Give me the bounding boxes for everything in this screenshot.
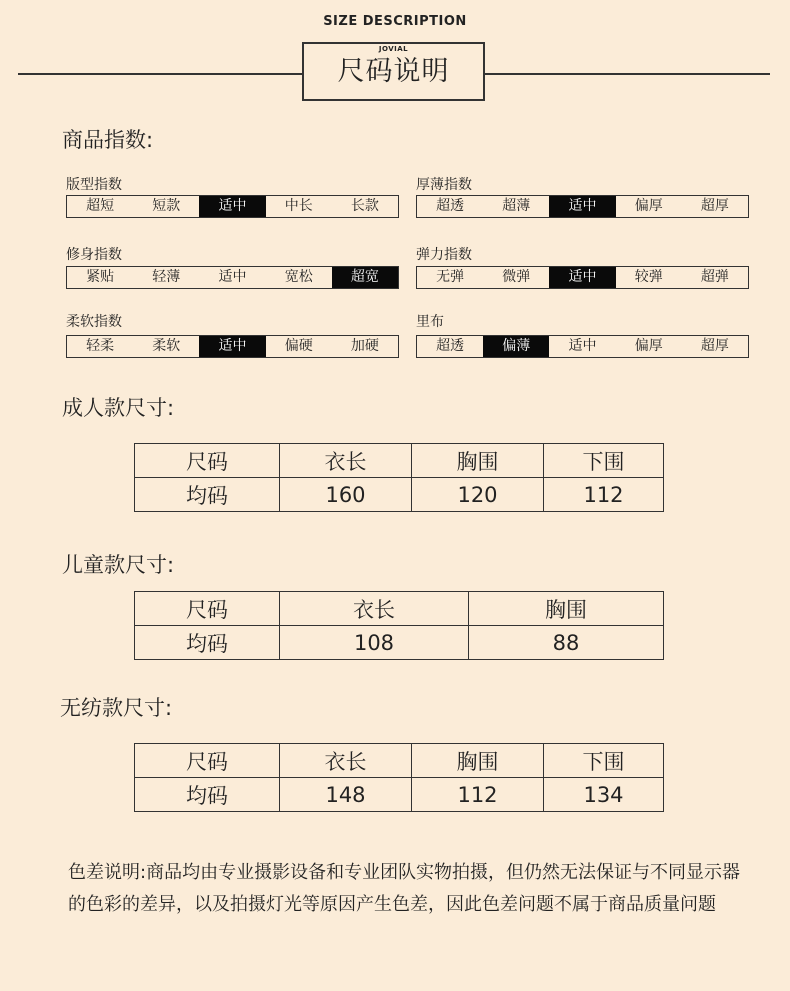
indicator-label: 修身指数 (66, 247, 122, 263)
header-rule-left (18, 73, 303, 75)
table-cell: 88 (469, 626, 664, 660)
product-index-title: 商品指数: (62, 128, 154, 152)
indicator-option: 适中 (568, 338, 597, 354)
indicator-option: 偏硬 (284, 338, 313, 354)
table-header-row (135, 744, 664, 778)
indicator-option: 偏厚 (634, 338, 663, 354)
indicator-option: 超透 (436, 198, 465, 214)
table-header-cell: 胸围 (469, 592, 664, 626)
indicator-option: 宽松 (284, 269, 313, 285)
indicator-option: 偏厚 (634, 198, 663, 214)
table-header-cell: 胸围 (412, 444, 544, 478)
table-cell: 112 (412, 778, 544, 812)
adult-size-title: 成人款尺寸: (62, 396, 175, 420)
indicator-option: 超厚 (700, 338, 729, 354)
header-title-en: SIZE DESCRIPTION (323, 14, 467, 29)
child-size-title: 儿童款尺寸: (62, 553, 175, 577)
indicator-option: 超薄 (502, 198, 531, 214)
indicator-label: 柔软指数 (66, 314, 122, 330)
indicator-option: 微弹 (502, 269, 531, 285)
table-cell: 均码 (135, 478, 280, 512)
table-row (135, 778, 664, 812)
indicator-option: 超弹 (700, 269, 729, 285)
table-cell: 均码 (135, 626, 280, 660)
indicator-option-selected: 偏薄 (483, 336, 549, 357)
table-cell: 148 (280, 778, 412, 812)
table-cell: 120 (412, 478, 544, 512)
table-cell: 160 (280, 478, 412, 512)
indicator-option: 超短 (86, 198, 115, 214)
header-rule-right (485, 73, 770, 75)
indicator-option-selected: 适中 (549, 196, 615, 217)
indicator-scale (416, 335, 749, 358)
nonwoven-size-title: 无纺款尺寸: (60, 696, 173, 720)
indicator-scale (66, 266, 399, 289)
indicator-scale (416, 195, 749, 218)
table-header-cell: 下围 (544, 744, 664, 778)
indicator-option: 柔软 (152, 338, 181, 354)
header-brand: JOVIAL (378, 45, 409, 53)
table-header-cell: 尺码 (135, 592, 280, 626)
indicator-option: 轻薄 (152, 269, 181, 285)
indicator-option-selected: 适中 (199, 196, 265, 217)
indicator-option-selected: 适中 (549, 267, 615, 288)
table-cell: 134 (544, 778, 664, 812)
child-size-table (134, 591, 664, 660)
indicator-option: 超厚 (700, 198, 729, 214)
indicator-option-selected: 适中 (199, 336, 265, 357)
table-header-cell: 胸围 (412, 744, 544, 778)
color-difference-note: 色差说明:商品均由专业摄影设备和专业团队实物拍摄，但仍然无法保证与不同显示器的色彩的差异，以及拍摄灯光等原因产生色差，因此色差问题不属于商品质量问题 (68, 862, 741, 915)
table-cell: 均码 (135, 778, 280, 812)
indicator-option: 长款 (350, 198, 379, 214)
indicator-label: 厚薄指数 (416, 177, 472, 193)
table-header-cell: 下围 (544, 444, 664, 478)
table-row (135, 626, 664, 660)
indicator-label: 版型指数 (66, 177, 122, 193)
header-title-cn: 尺码说明 (337, 56, 450, 87)
indicator-label: 弹力指数 (416, 247, 472, 263)
indicator-scale (416, 266, 749, 289)
table-header-cell: 尺码 (135, 444, 280, 478)
header-title-box (302, 42, 485, 101)
table-header-row (135, 444, 664, 478)
table-row (135, 478, 664, 512)
table-header-cell: 衣长 (280, 744, 412, 778)
indicator-option: 加硬 (350, 338, 379, 354)
table-header-cell: 衣长 (280, 444, 412, 478)
indicator-option: 较弹 (634, 269, 663, 285)
adult-size-table (134, 443, 664, 512)
indicator-option: 超透 (436, 338, 465, 354)
indicator-label: 里布 (416, 314, 444, 330)
indicator-option: 适中 (218, 269, 247, 285)
indicator-option: 紧贴 (86, 269, 115, 285)
table-header-cell: 尺码 (135, 744, 280, 778)
indicator-option: 无弹 (436, 269, 465, 285)
indicator-option: 短款 (152, 198, 181, 214)
indicator-option: 中长 (284, 198, 313, 214)
indicator-scale (66, 335, 399, 358)
table-cell: 108 (280, 626, 469, 660)
indicator-option-selected: 超宽 (332, 267, 398, 288)
table-header-row (135, 592, 664, 626)
table-header-cell: 衣长 (280, 592, 469, 626)
table-cell: 112 (544, 478, 664, 512)
nonwoven-size-table (134, 743, 664, 812)
indicator-option: 轻柔 (86, 338, 115, 354)
indicator-scale (66, 195, 399, 218)
